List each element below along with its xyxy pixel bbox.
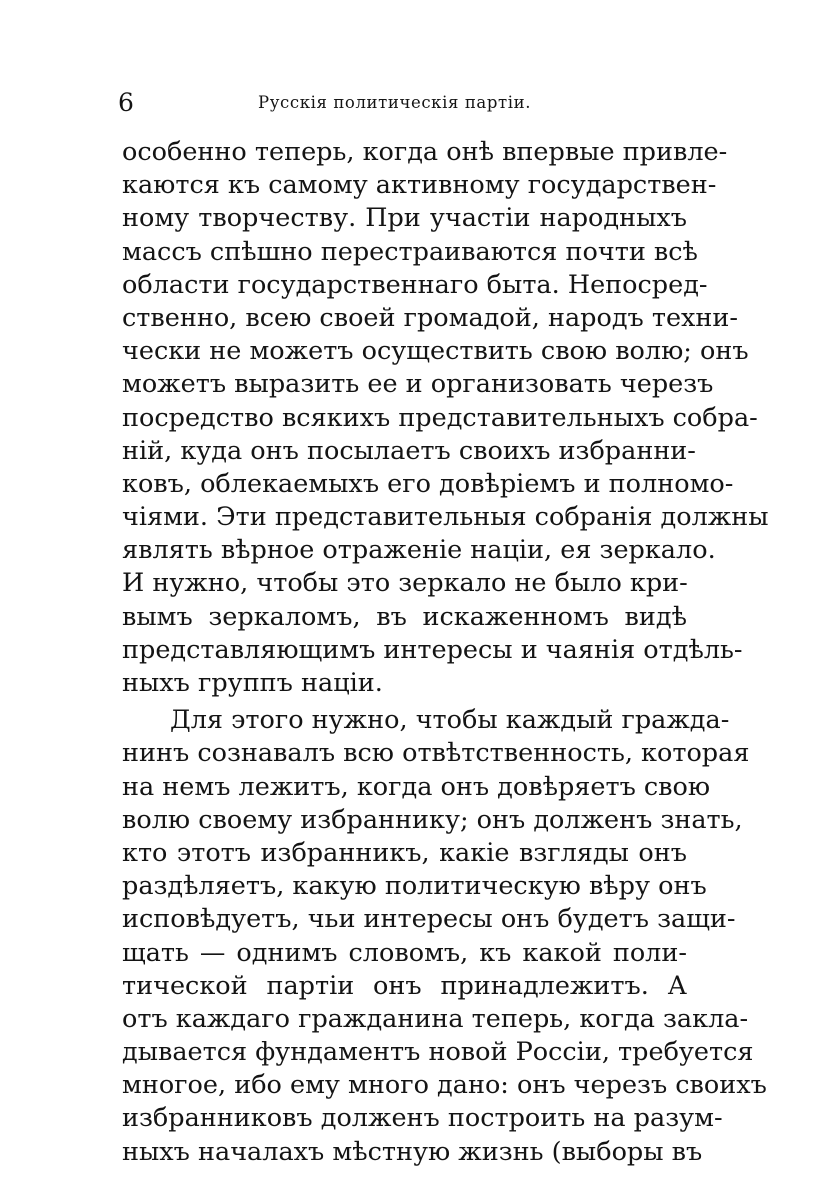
text-line: нинъ сознавалъ всю отвѣтственность, которая <box>122 738 750 769</box>
body-text <box>122 136 769 1169</box>
text-line: можетъ выразить ее и организовать черезъ <box>122 369 714 400</box>
paragraph-1 <box>122 136 769 700</box>
text-line: ковъ, облекаемыхъ его довѣріемъ и полномо- <box>122 468 734 499</box>
text-line: кто этотъ избранникъ, какіе взгляды онъ <box>122 837 687 868</box>
text-line: И нужно, чтобы это зеркало не было кри- <box>122 568 688 599</box>
text-line: массъ спѣшно перестраиваются почти всѣ <box>122 236 698 267</box>
text-line: дывается фундаментъ новой Россіи, требуется <box>122 1037 754 1068</box>
text-line: ному творчеству. При участіи народныхъ <box>122 203 687 234</box>
text-line: избранниковъ долженъ построить на разум- <box>122 1103 723 1134</box>
text-line: представляющимъ интересы и чаянія отдѣль- <box>122 634 743 665</box>
text-line: многое, ибо ему много дано: онъ черезъ своихъ <box>122 1070 767 1101</box>
text-line: волю своему избраннику; онъ долженъ знать, <box>122 804 743 835</box>
text-line: раздѣляетъ, какую политическую вѣру онъ <box>122 871 707 902</box>
text-line: тической партіи онъ принадлежитъ. А <box>122 970 687 1001</box>
running-head <box>118 88 688 118</box>
text-line: вымъ зеркаломъ, въ искаженномъ видѣ <box>122 601 687 632</box>
text-line: ственно, всею своей громадой, народъ техни- <box>122 302 739 333</box>
text-line: чески не можетъ осуществить свою волю; онъ <box>122 336 749 367</box>
text-line: на немъ лежитъ, когда онъ довѣряетъ свою <box>122 771 711 802</box>
text-line: ныхъ группъ націи. <box>122 668 383 698</box>
text-line: области государственнаго быта. Непосред- <box>122 269 708 300</box>
text-line: Для этого нужно, чтобы каждый гражда- <box>170 705 730 736</box>
text-line: являть вѣрное отраженіе націи, ея зеркало. <box>122 535 716 566</box>
running-head-title: Русскія политическія партіи. <box>258 93 532 112</box>
text-line: ныхъ началахъ мѣстную жизнь (выборы въ <box>122 1136 703 1167</box>
text-line: отъ каждаго гражданина теперь, когда закла- <box>122 1003 749 1034</box>
text-line: посредство всякихъ представительныхъ собра- <box>122 402 758 433</box>
text-line: ній, куда онъ посылаетъ своихъ избранни- <box>122 435 696 466</box>
text-line: особенно теперь, когда онѣ впервые привле- <box>122 137 728 167</box>
page-number: 6 <box>118 88 134 117</box>
text-line: щать — однимъ словомъ, къ какой поли- <box>122 937 687 968</box>
text-line: чіями. Эти представительныя собранія должны <box>122 502 769 533</box>
text-line: исповѣдуетъ, чьи интересы онъ будетъ защи- <box>122 904 736 935</box>
paragraph-2 <box>122 704 767 1169</box>
text-line: каются къ самому активному государствен- <box>122 170 717 201</box>
